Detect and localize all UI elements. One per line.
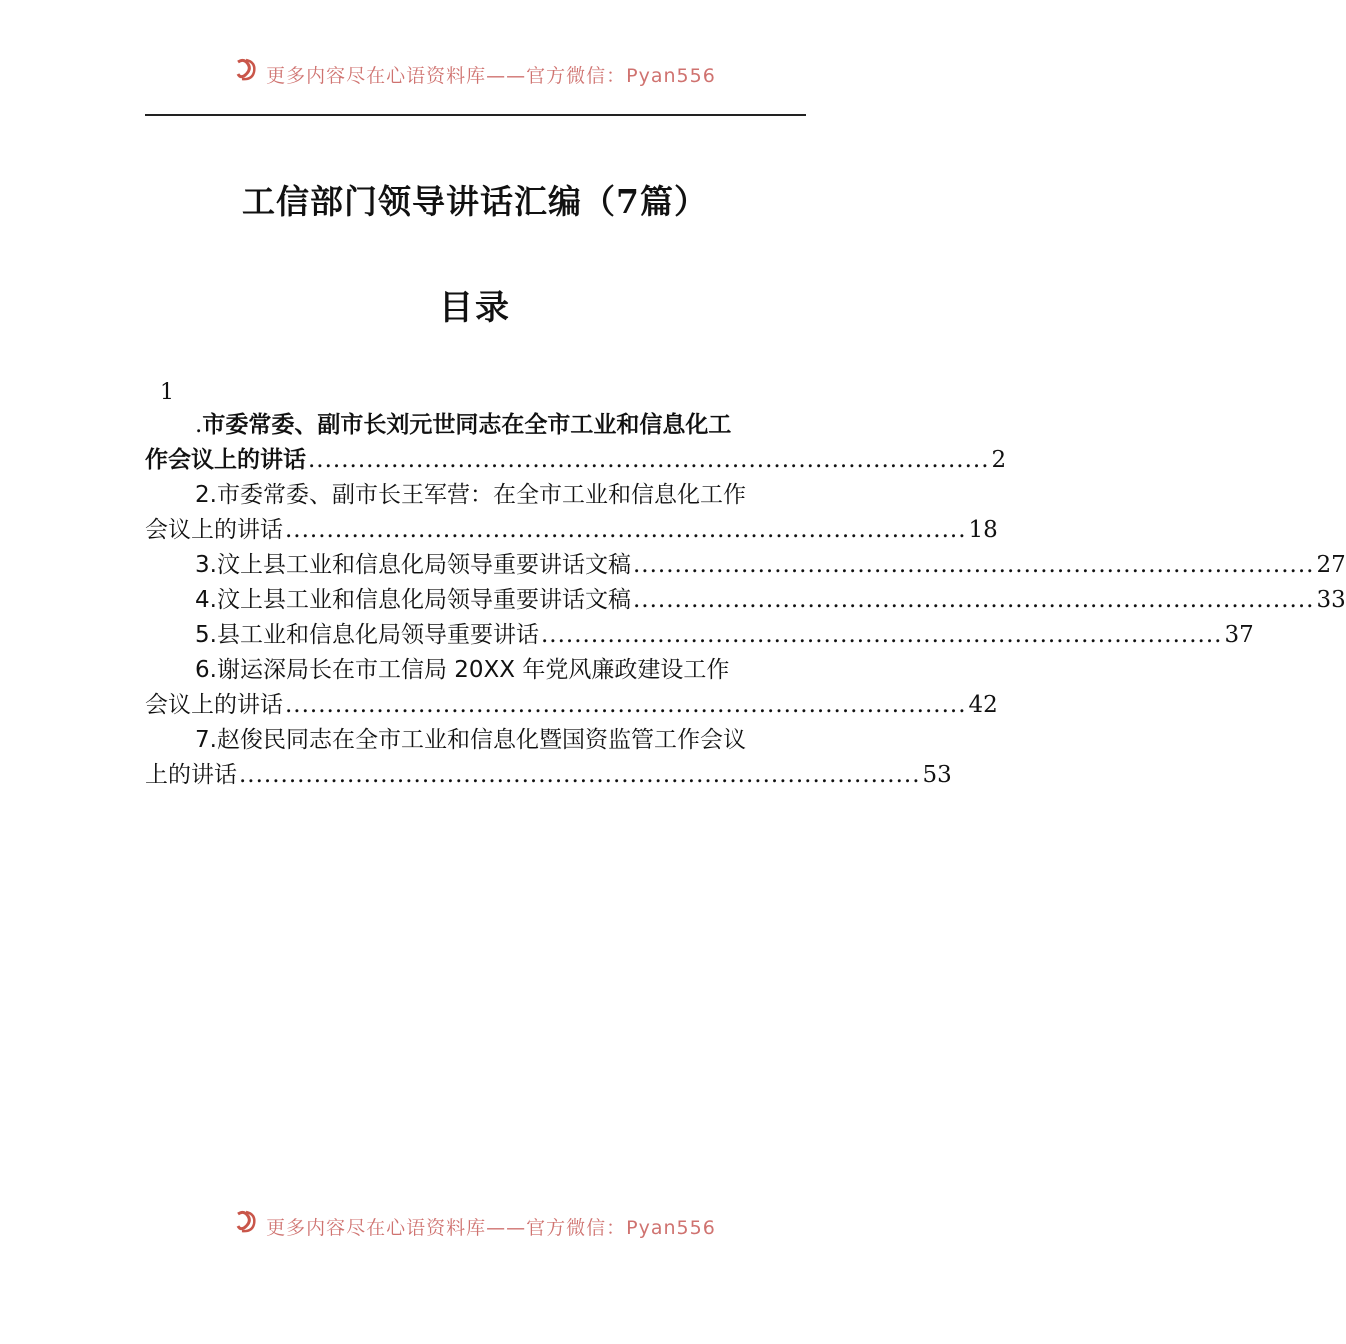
toc-leader: .................................................................................. (285, 517, 967, 543)
toc-entry[interactable] (145, 723, 952, 793)
toc-page-number: 53 (922, 762, 952, 788)
toc-entry[interactable] (145, 408, 1007, 478)
header-rule (145, 114, 806, 116)
document-title: 工信部门领导讲话汇编（7篇） (242, 182, 708, 221)
toc-page-number: 33 (1316, 587, 1346, 613)
toc-leader: .................................................................................. (540, 622, 1223, 648)
watermark-bottom (0, 1208, 950, 1239)
toc-leader: .................................................................................. (308, 447, 990, 473)
toc-entry-title: 2.市委常委、副市长王军营：在全市工业和信息化工作 (195, 482, 746, 508)
toc-page-number: 37 (1224, 622, 1254, 648)
toc-entry-title-cont: 上的讲话 (145, 762, 237, 788)
toc-entry-title-cont: 会议上的讲话 (145, 517, 283, 543)
watermark-top (0, 56, 950, 87)
watermark-text: 更多内容尽在心语资料库——官方微信：Pyan556 (266, 65, 716, 87)
toc-entry[interactable] (145, 548, 1346, 583)
toc-entry-lead: . (195, 412, 203, 438)
toc-entry[interactable] (145, 653, 998, 723)
table-of-contents (145, 378, 1346, 793)
toc-entry[interactable] (145, 618, 1254, 653)
toc-page-number: 42 (968, 692, 998, 718)
toc-page-number: 2 (991, 447, 1007, 473)
toc-first-number: 1 (160, 380, 174, 405)
toc-leader: .................................................................................. (239, 762, 921, 788)
toc-entry-title: 6.谢运深局长在市工信局 20XX 年党风廉政建设工作 (195, 657, 730, 683)
toc-leader: .................................................................................. (285, 692, 967, 718)
toc-page-number: 27 (1316, 552, 1346, 578)
toc-entry-title: 3.汶上县工业和信息化局领导重要讲话文稿 (195, 552, 631, 578)
toc-entry[interactable] (145, 583, 1346, 618)
toc-leader: .................................................................................. (632, 587, 1315, 613)
toc-entry-title: 5.县工业和信息化局领导重要讲话 (195, 622, 539, 648)
toc-heading: 目录 (439, 288, 511, 328)
watermark-text: 更多内容尽在心语资料库——官方微信：Pyan556 (266, 1217, 716, 1239)
toc-leader: .................................................................................. (632, 552, 1315, 578)
logo-icon (234, 56, 260, 82)
toc-entry-title-cont: 作会议上的讲话 (145, 447, 306, 473)
toc-entry-title: 4.汶上县工业和信息化局领导重要讲话文稿 (195, 587, 631, 613)
toc-page-number: 18 (968, 517, 998, 543)
toc-entry[interactable] (145, 478, 998, 548)
logo-icon (234, 1208, 260, 1234)
toc-entry-title: 7.赵俊民同志在全市工业和信息化暨国资监管工作会议 (195, 727, 746, 753)
toc-entry-title-cont: 会议上的讲话 (145, 692, 283, 718)
toc-entry-title: 市委常委、副市长刘元世同志在全市工业和信息化工 (202, 412, 732, 438)
